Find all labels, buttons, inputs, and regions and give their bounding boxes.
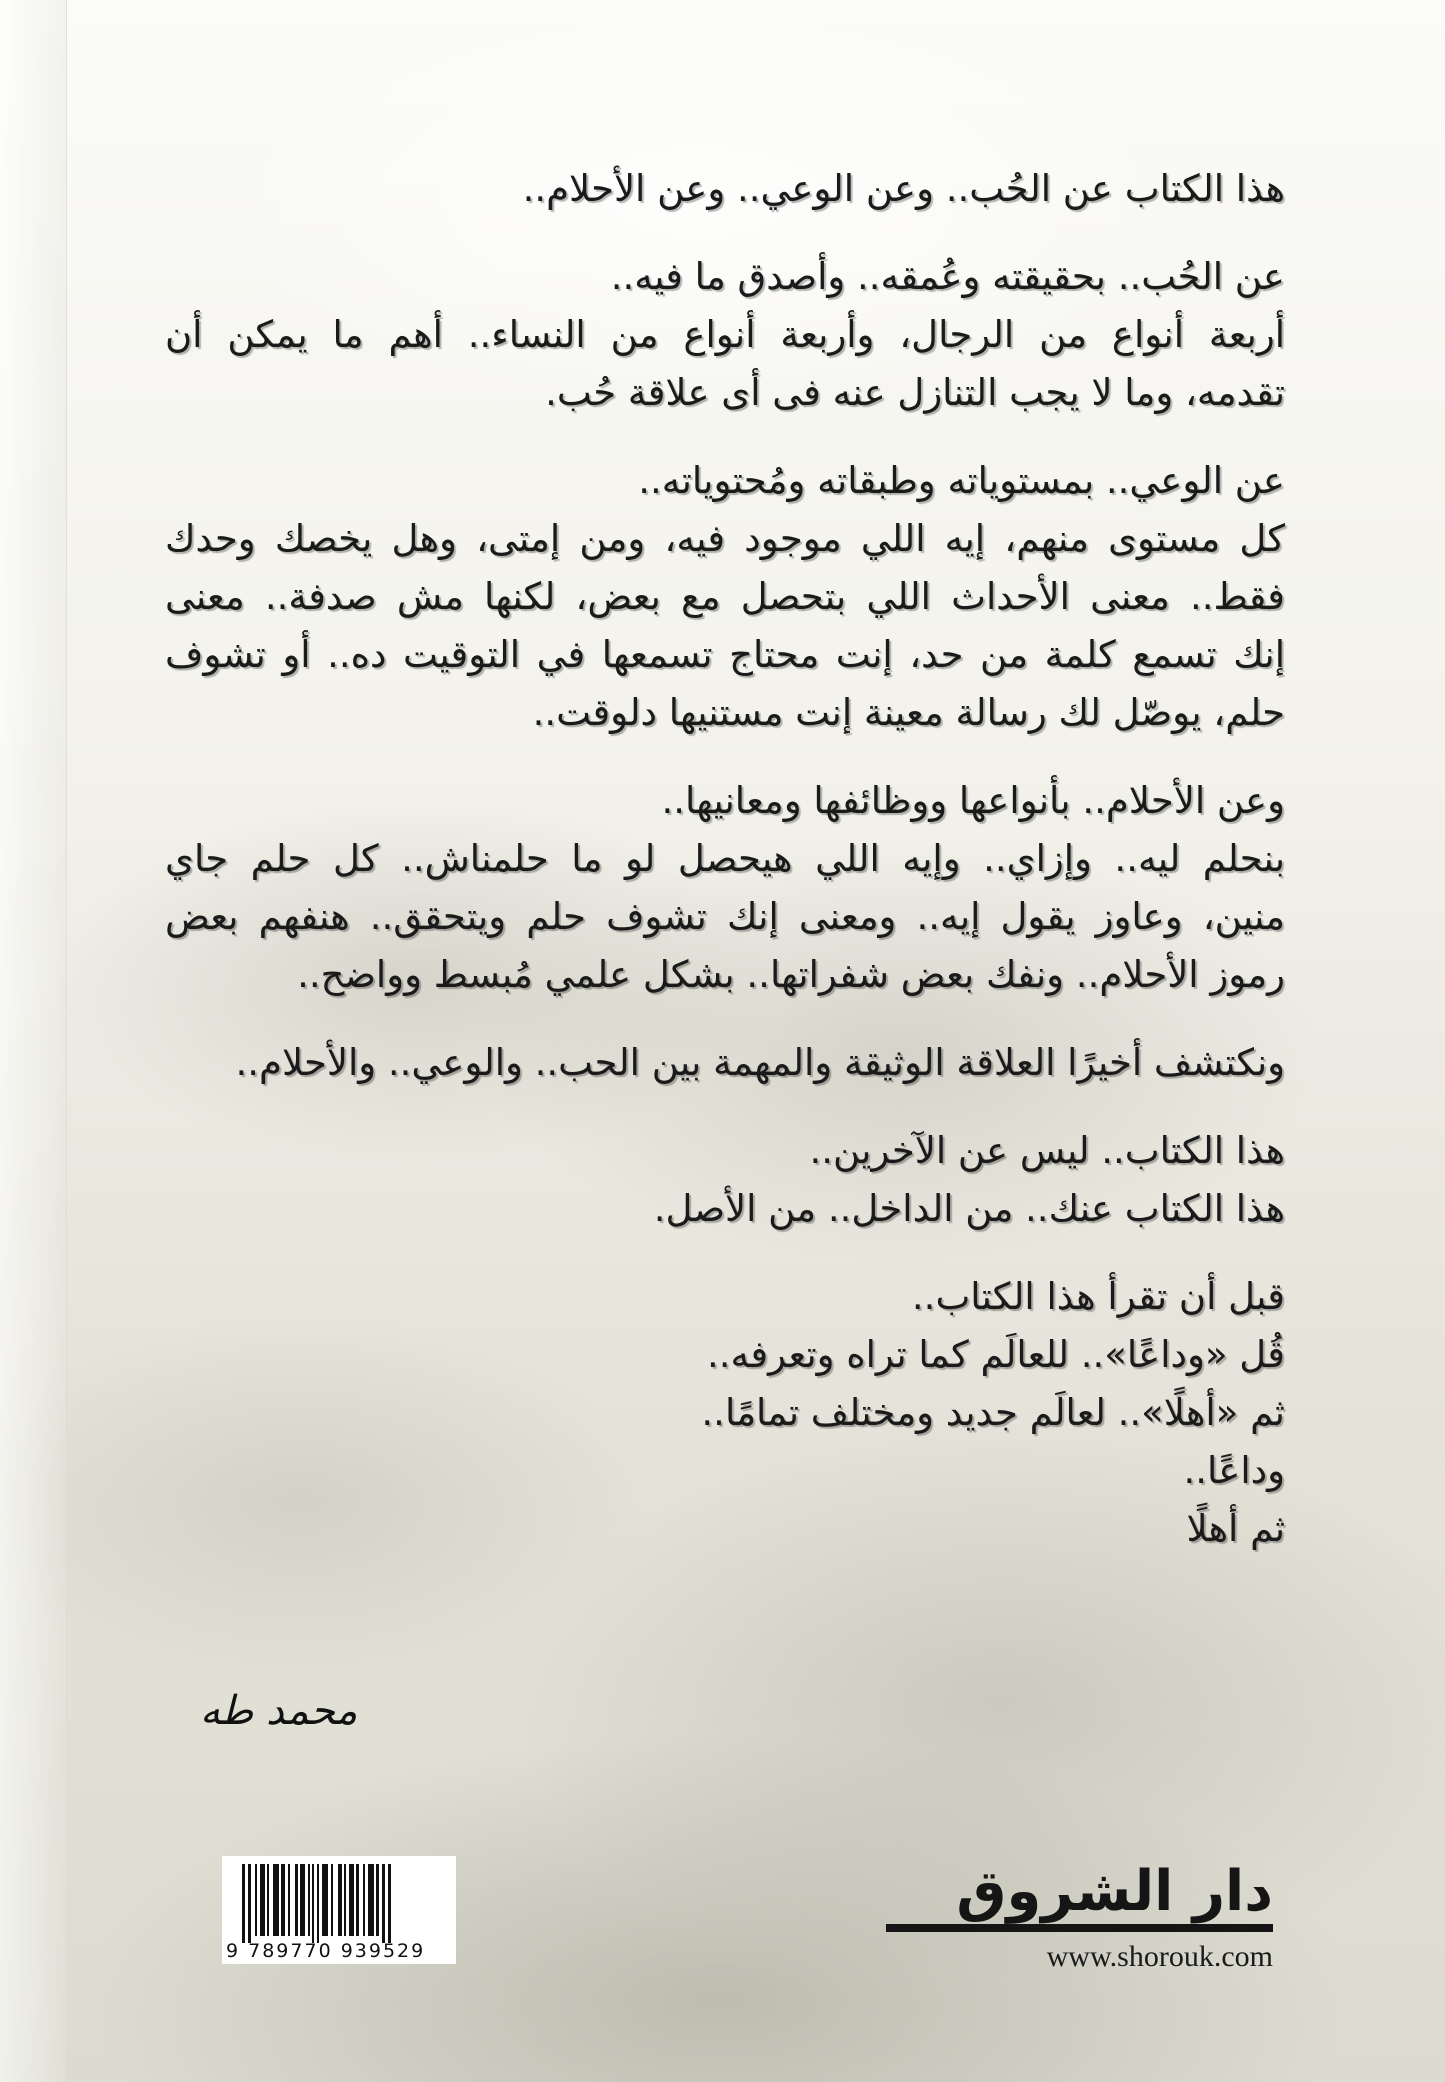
blurb-line: عن الحُب.. بحقيقته وعُمقه.. وأصدق ما فيه..	[610, 255, 1285, 298]
publisher-block	[886, 1860, 1273, 1974]
blurb-line: منين، وعاوز يقول إيه.. ومعنى إنك تشوف حلم ويتحقق.. هنفهم بعض	[165, 895, 1285, 938]
blurb-line: فقط.. معنى الأحداث اللي بتحصل مع بعض، لكنها مش صدفة.. معنى	[165, 575, 1285, 618]
publisher-logo: دار الشروق	[886, 1860, 1273, 1932]
blurb-line: بنحلم ليه.. وإزاي.. وإيه اللي هيحصل لو ما حلمناش.. كل حلم جاي	[165, 837, 1285, 880]
cover-spine-edge	[0, 0, 67, 2082]
blurb-line: أربعة أنواع من الرجال، وأربعة أنواع من النساء.. أهم ما يمكن أن	[165, 313, 1285, 356]
publisher-url: www.shorouk.com	[1046, 1940, 1273, 1973]
blurb-line: رموز الأحلام.. ونفك بعض شفراتها.. بشكل علمي مُبسط وواضح..	[297, 953, 1285, 996]
blurb-line: تقدمه، وما لا يجب التنازل عنه فى أى علاقة حُب.	[545, 371, 1285, 414]
blurb-line: كل مستوى منهم، إيه اللي موجود فيه، ومن إمتى، وهل يخصك وحدك	[165, 517, 1285, 560]
blurb-line: قُل «وداعًا».. للعالَم كما تراه وتعرفه..	[707, 1333, 1285, 1376]
blurb-paragraph-love	[165, 248, 1285, 422]
blurb-paragraph-farewell	[165, 1268, 1285, 1558]
blurb-line: قبل أن تقرأ هذا الكتاب..	[911, 1275, 1285, 1318]
blurb-text	[165, 160, 1285, 1588]
blurb-paragraph-about-you	[165, 1122, 1285, 1238]
barcode-bars-icon	[242, 1864, 440, 1936]
blurb-paragraph-1	[165, 160, 1285, 218]
blurb-line: هذا الكتاب عن الحُب.. وعن الوعي.. وعن الأحلام..	[522, 167, 1285, 210]
blurb-line: وعن الأحلام.. بأنواعها ووظائفها ومعانيها..	[661, 779, 1285, 822]
blurb-paragraph-discover	[165, 1034, 1285, 1092]
blurb-line: هذا الكتاب عنك.. من الداخل.. من الأصل.	[653, 1187, 1285, 1230]
blurb-line: ونكتشف أخيرًا العلاقة الوثيقة والمهمة بين الحب.. والوعي.. والأحلام..	[235, 1041, 1285, 1084]
author-signature: محمد طه	[200, 1688, 358, 1734]
isbn-digits: 9 789770 939529	[226, 1940, 426, 1962]
blurb-paragraph-dreams	[165, 772, 1285, 1004]
blurb-line: هذا الكتاب.. ليس عن الآخرين..	[809, 1129, 1285, 1172]
blurb-line: ثم «أهلًا».. لعالَم جديد ومختلف تمامًا..	[701, 1391, 1285, 1434]
blurb-line: عن الوعي.. بمستوياته وطبقاته ومُحتوياته..	[638, 459, 1285, 502]
blurb-line: ثم أهلًا	[1186, 1507, 1285, 1550]
blurb-line: وداعًا..	[1183, 1449, 1285, 1492]
blurb-line: حلم، يوصّل لك رسالة معينة إنت مستنيها دلوقت..	[532, 691, 1285, 734]
blurb-paragraph-awareness	[165, 452, 1285, 742]
isbn-barcode	[222, 1856, 456, 1964]
blurb-line: إنك تسمع كلمة من حد، إنت محتاج تسمعها في التوقيت ده.. أو تشوف	[165, 633, 1285, 676]
